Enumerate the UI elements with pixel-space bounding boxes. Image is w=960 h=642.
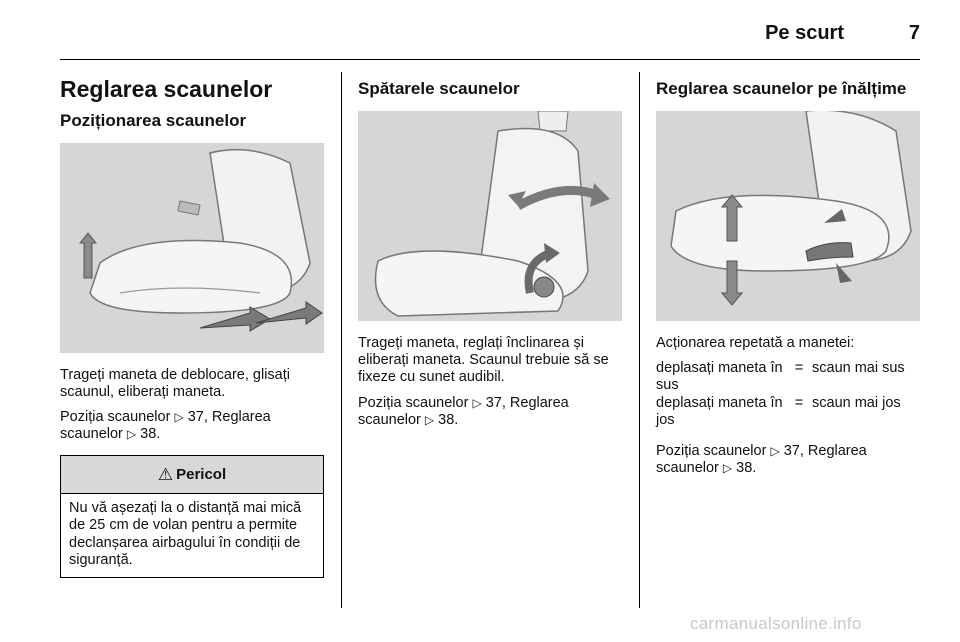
danger-text: Nu vă așezați la o distanță mai mică de 25 cm de volan pentru a permite declanșarea airbagului în condiții de siguranță. — [69, 500, 302, 568]
ref-link-38[interactable]: 38. — [736, 459, 757, 476]
watermark: carmanualsonline.info — [690, 614, 862, 633]
seat-height-image — [656, 111, 920, 321]
header-divider — [60, 59, 920, 60]
danger-label: Pericol — [176, 466, 227, 484]
instruction-text: Trageți maneta de deblocare, glisați scaunul, eliberați maneta. — [60, 366, 290, 400]
column-seat-height — [656, 72, 920, 477]
subheading-seat-height: Reglarea scaunelor pe înălțime — [656, 79, 907, 98]
arrow-ref-icon: ▷ — [722, 460, 733, 475]
arrow-ref-icon: ▷ — [472, 395, 482, 410]
ref-link-38[interactable]: 38. — [438, 411, 459, 428]
seat-slide-image — [60, 143, 324, 353]
warning-icon: ⚠ — [157, 464, 174, 485]
section-title: Pe scurt — [765, 22, 844, 44]
table-row: deplasați maneta în sus = scaun mai sus — [656, 360, 905, 394]
subheading-backrest: Spătarele scaunelor — [358, 79, 520, 98]
arrow-ref-icon: ▷ — [126, 427, 137, 442]
arrow-ref-icon: ▷ — [424, 412, 435, 427]
cross-reference: Poziția scaunelor ▷ 37, Reglarea scaunelor ▷ 38. — [60, 409, 271, 443]
column-seat-backrest — [358, 72, 622, 429]
arrow-ref-icon: ▷ — [770, 443, 780, 458]
backrest-illustration — [358, 111, 622, 321]
table-row: deplasați maneta în jos = scaun mai jos — [656, 394, 901, 428]
column-divider — [341, 72, 342, 608]
main-heading: Reglarea scaunelor — [60, 76, 273, 102]
page-number: 7 — [908, 22, 920, 44]
subheading-seat-position: Poziționarea scaunelor — [60, 110, 247, 130]
ref-link-37[interactable]: 37, Reglarea — [783, 442, 867, 459]
ref-link-37[interactable]: 37, Reglarea — [187, 409, 271, 426]
cross-reference: Poziția scaunelor ▷ 37, Reglarea scaunelor ▷ 38. — [358, 394, 569, 428]
danger-box — [60, 455, 324, 577]
danger-body — [61, 494, 323, 576]
page-header — [60, 18, 920, 58]
cross-reference: Poziția scaunelor ▷ 37, Reglarea scaunelor ▷ 38. — [656, 442, 867, 476]
lever-action-table — [656, 360, 920, 428]
instruction-text: Trageți maneta, reglați înclinarea și eliberați maneta. Scaunul trebuie să se fixeze cu sunet audibil. — [358, 335, 609, 386]
column-divider — [639, 72, 640, 608]
column-seat-position — [60, 72, 324, 578]
backrest-image — [358, 111, 622, 321]
seat-position-illustration — [60, 143, 324, 353]
ref-link-37[interactable]: 37, Reglarea — [485, 394, 569, 411]
ref-link-38[interactable]: 38. — [140, 426, 161, 443]
instruction-text: Acționarea repetată a manetei: — [656, 335, 855, 352]
danger-header — [61, 456, 323, 494]
arrow-ref-icon: ▷ — [174, 410, 184, 425]
seat-height-illustration — [656, 111, 920, 321]
